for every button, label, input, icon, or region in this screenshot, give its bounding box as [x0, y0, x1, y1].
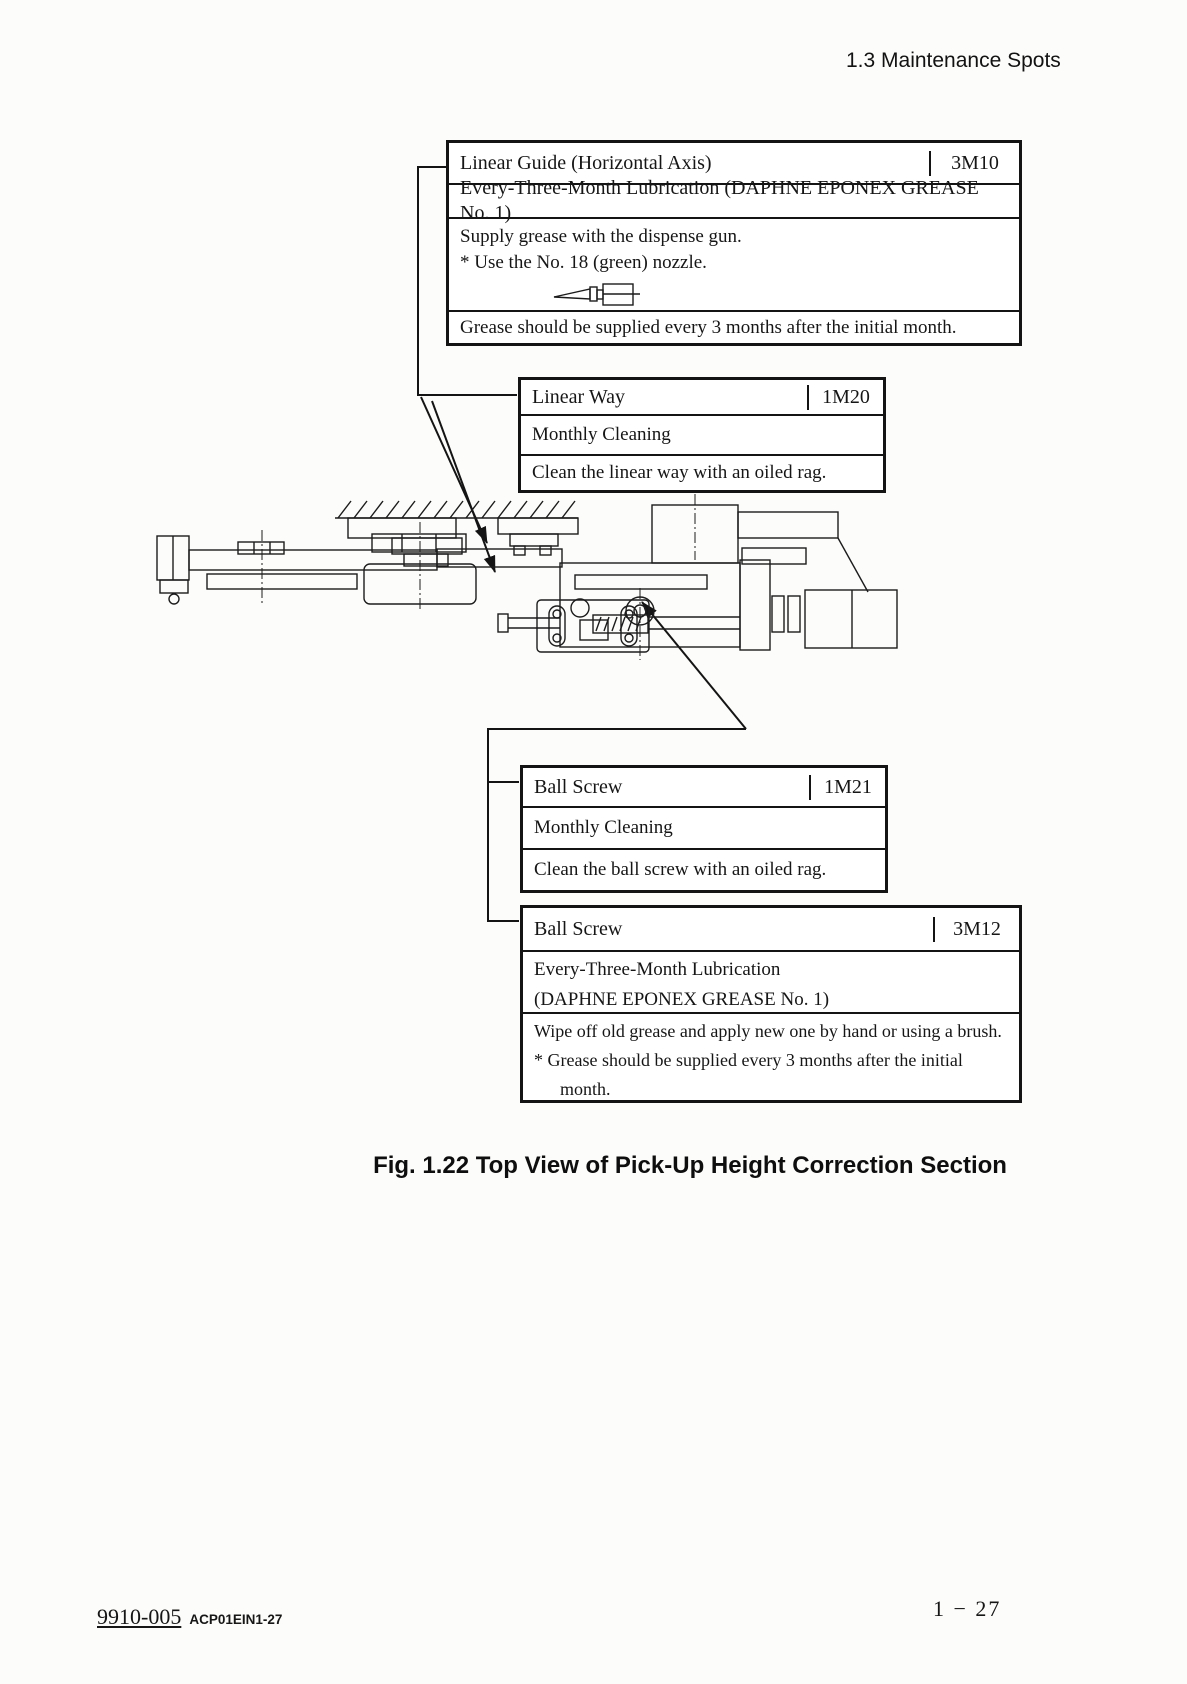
- box-title-row: [523, 768, 885, 806]
- box-title: Ball Screw: [534, 917, 623, 940]
- grease-nozzle-icon: [552, 279, 1008, 311]
- box-title-row: [523, 908, 1019, 950]
- box-code: 3M10: [929, 151, 1019, 176]
- box-title: Ball Screw: [534, 775, 623, 798]
- box-subtitle: Monthly Cleaning: [523, 806, 885, 848]
- box-subtitle: Every-Three-Month Lubrication (DAPHNE EPONEX GREASE No. 1): [449, 183, 1019, 217]
- description-line: Supply grease with the dispense gun.: [460, 226, 742, 247]
- footer: [97, 1604, 282, 1630]
- note-line: month.: [560, 1079, 611, 1099]
- box-subtitle: [523, 950, 1019, 1012]
- box-code: 3M12: [933, 917, 1019, 942]
- box-description: [449, 217, 1019, 310]
- box-note: Clean the ball screw with an oiled rag.: [523, 848, 885, 890]
- figure-caption: Fig. 1.22 Top View of Pick-Up Height Correction Section: [373, 1152, 1007, 1179]
- maintenance-box-linear-way: [518, 377, 886, 493]
- note-line: * Grease should be supplied every 3 months after the initial: [534, 1050, 963, 1070]
- page-number: 1 − 27: [933, 1596, 1002, 1621]
- box-note: Clean the linear way with an oiled rag.: [521, 454, 883, 490]
- box-title-row: [521, 380, 883, 414]
- box-note: [523, 1012, 1019, 1100]
- box-note: Grease should be supplied every 3 months after the initial month.: [449, 310, 1019, 343]
- description-line: * Use the No. 18 (green) nozzle.: [460, 252, 707, 273]
- box-code: 1M21: [809, 775, 885, 800]
- machine-drawing-top-view: [157, 494, 897, 660]
- box-subtitle: Monthly Cleaning: [521, 414, 883, 454]
- subtitle-line: Every-Three-Month Lubrication: [534, 959, 781, 980]
- note-line: Wipe off old grease and apply new one by hand or using a brush.: [534, 1021, 1002, 1041]
- box-title: Linear Guide (Horizontal Axis): [460, 151, 712, 174]
- box-code: 1M20: [807, 385, 883, 410]
- maintenance-box-ball-screw-lubrication: [520, 905, 1022, 1103]
- maintenance-box-linear-guide: [446, 140, 1022, 346]
- page-header: 1.3 Maintenance Spots: [846, 49, 1061, 72]
- doc-code: ACP01EIN1-27: [189, 1612, 283, 1627]
- doc-number: 9910-005: [97, 1604, 182, 1629]
- maintenance-box-ball-screw-cleaning: [520, 765, 888, 893]
- subtitle-line: (DAPHNE EPONEX GREASE No. 1): [534, 989, 830, 1010]
- box-title: Linear Way: [532, 385, 625, 408]
